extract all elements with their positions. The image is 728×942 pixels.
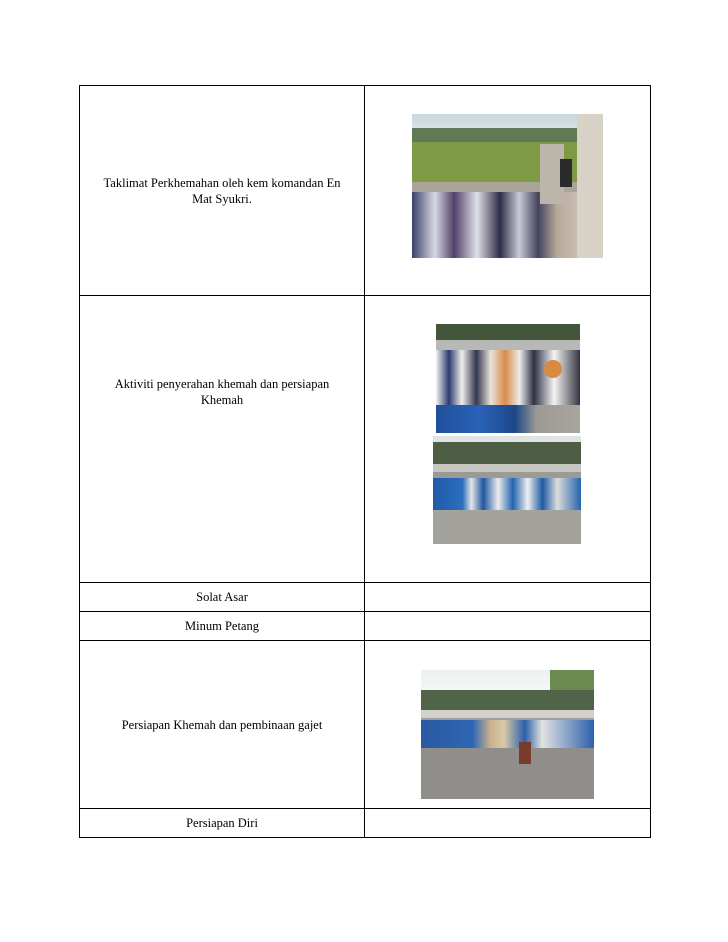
gadget-building-photo xyxy=(421,670,594,799)
activity-text: Taklimat Perkhemahan oleh kem komandan En Mat Syukri. xyxy=(103,175,341,206)
photo-cell xyxy=(365,809,651,838)
photo-cell xyxy=(365,296,651,583)
activity-text: Persiapan Khemah dan pembinaan gajet xyxy=(121,717,323,732)
activity-cell xyxy=(80,641,365,809)
activity-text: Aktiviti penyerahan khemah dan persiapan Khemah xyxy=(114,377,330,407)
activity-table xyxy=(79,85,651,838)
table-row xyxy=(80,809,651,838)
table-row xyxy=(80,583,651,612)
activity-cell xyxy=(80,612,365,641)
table-row xyxy=(80,641,651,809)
briefing-photo xyxy=(412,114,603,258)
photo-cell xyxy=(365,86,651,296)
photo-cell xyxy=(365,583,651,612)
table-row xyxy=(80,86,651,296)
activity-text: Minum Petang xyxy=(185,619,259,633)
table-row xyxy=(80,612,651,641)
photo-cell xyxy=(365,641,651,809)
activity-text: Solat Asar xyxy=(196,590,248,604)
activity-cell xyxy=(80,296,365,583)
tent-setup-photo xyxy=(433,436,581,544)
activity-cell xyxy=(80,583,365,612)
activity-cell xyxy=(80,809,365,838)
photo-cell xyxy=(365,612,651,641)
activity-text: Persiapan Diri xyxy=(186,816,258,830)
table-row xyxy=(80,296,651,583)
activity-cell xyxy=(80,86,365,296)
tent-handover-photo xyxy=(436,324,580,433)
